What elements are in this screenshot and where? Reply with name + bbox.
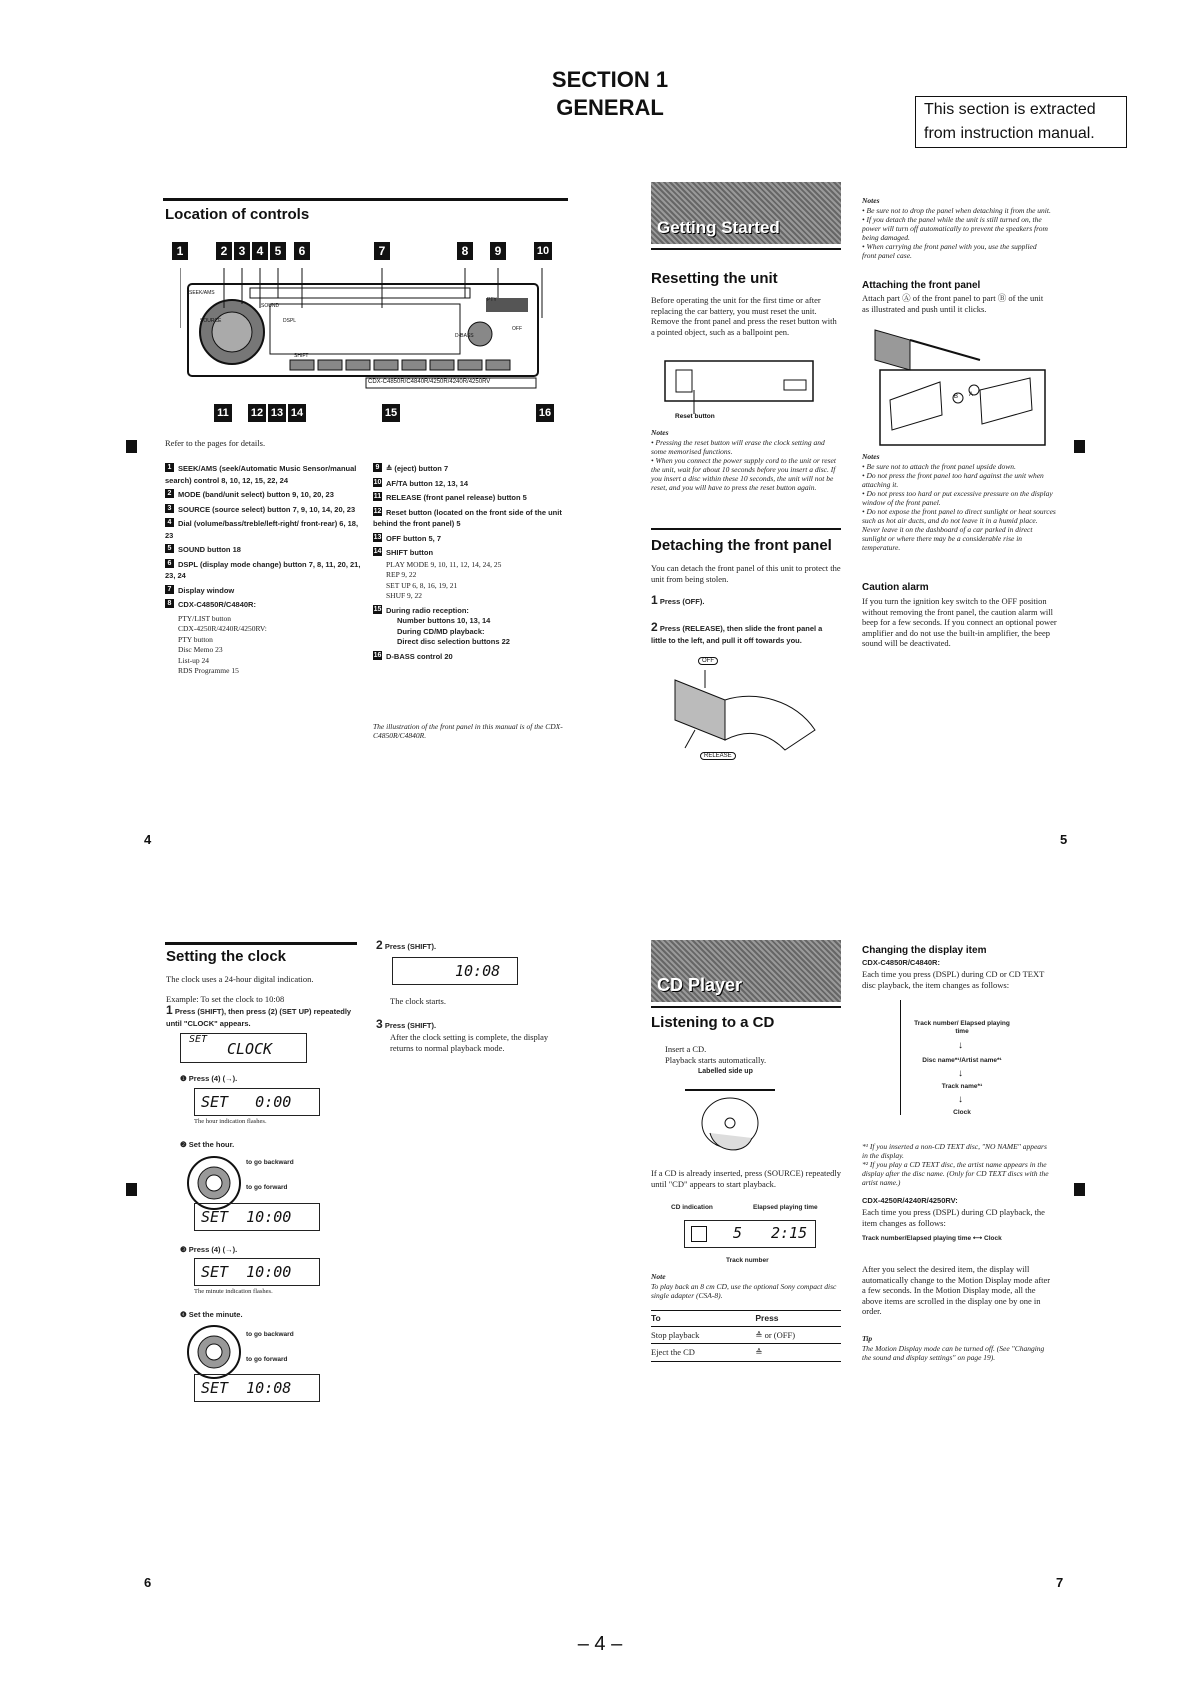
arrow-down-icon: ↓: [958, 1094, 963, 1105]
hour-flash-text: The hour indication flashes.: [194, 1118, 267, 1125]
reset-button-label: Reset button: [675, 413, 715, 420]
control-item: 8 CDX-C4850R/C4840R:: [165, 599, 365, 611]
control-item: 1 SEEK/AMS (seek/Automatic Music Sensor/manual search) control 8, 10, 12, 15, 22, 24: [165, 464, 357, 485]
shift-detail: PLAY MODE 9, 10, 11, 12, 14, 24, 25 REP 9, 22 SET UP 6, 8, 16, 19, 21 SHUF 9, 22: [386, 559, 502, 600]
flow-item: Track number/ Elapsed playing time: [914, 1020, 1010, 1035]
label-off: OFF: [512, 326, 522, 332]
callout: 7: [374, 242, 390, 260]
lcd-text: SET 10:08: [201, 1379, 292, 1397]
cd-indicator-icon: [691, 1226, 707, 1242]
callout: 10: [534, 242, 552, 260]
clock-substep-3: ❸ Press (4) (→).: [180, 1245, 238, 1254]
lcd-text: 10:08: [455, 962, 501, 980]
banner-text: CD Player: [657, 975, 743, 995]
clock-example: Example: To set the clock to 10:08: [166, 994, 285, 1004]
detach-step1: 1 Press (OFF).: [651, 593, 705, 607]
control-item: 10 AF/TA button 12, 13, 14: [373, 478, 469, 488]
arrow-down-icon: ↓: [958, 1068, 963, 1079]
section-rule: [651, 1006, 841, 1008]
reset-illustration: [664, 360, 814, 416]
lcd-display: [392, 957, 518, 985]
clock-step3: 3 Press (SHIFT).: [376, 1017, 437, 1031]
model2-body: Each time you press (DSPL) during CD playback, the item changes as follows:: [862, 1207, 1045, 1228]
control-item: 9 ≙ (eject) button 7: [373, 463, 573, 475]
dial-icon: [186, 1324, 242, 1380]
controls-list-right: [373, 463, 573, 662]
note-label: Note: [651, 1272, 666, 1281]
callout: 5: [270, 242, 286, 260]
section-number: SECTION 1: [551, 67, 669, 92]
label-dspl: DSPL: [283, 318, 297, 324]
off-button-label: OFF: [698, 657, 718, 665]
control-item: 3 SOURCE (source select) button 7, 9, 10, 14, 20, 23: [165, 504, 365, 516]
registration-mark: [1074, 1183, 1085, 1196]
track-number-label: Track number: [726, 1257, 769, 1264]
control-item: 5 SOUND button 18: [165, 544, 365, 556]
label-sound: SOUND: [261, 303, 280, 309]
motion-display-text: After you select the desired item, the display will automatically change to the Motion Display mode after a few seconds. In the Motion Display mode, all the above items are scrolled in the display one by one in order.: [862, 1264, 1051, 1316]
lcd-set: SET: [189, 1034, 208, 1045]
callout: 4: [252, 242, 268, 260]
attach-illustration: [870, 320, 1050, 450]
clock-starts-text: The clock starts.: [390, 996, 446, 1006]
attach-part-a: A: [969, 392, 974, 398]
tip-label: Tip: [862, 1334, 873, 1343]
banner-text: Getting Started: [657, 218, 780, 237]
lcd-display: [194, 1088, 320, 1116]
label-shift: SHIFT: [294, 353, 309, 359]
attach-notes: • Be sure not to attach the front panel upside down. • Do not press the front panel too hard against the unit when attaching it. • Do not press too hard or put excessive pressure on the display window of the front panel. • Do not expose the front panel to direct sunlight or heat sources such as hot air ducts, and do not leave it in a humid place. Never leave it on the dashboard of a car parked in direct sunlight or where there may be a considerable rise in temperature.: [862, 462, 1056, 552]
control-item: 13 OFF button 5, 7: [373, 533, 441, 543]
insert-text: Insert a CD.: [665, 1044, 707, 1054]
refer-text: Refer to the pages for details.: [165, 438, 266, 448]
forward-label: to go forward: [246, 1184, 288, 1191]
detach-step2: 2 Press (RELEASE), then slide the front panel a little to the left, and pull it off towards you.: [651, 620, 823, 645]
control-item: 12 Reset button (located on the front side of the unit behind the front panel) 5: [373, 507, 562, 528]
clock-title: Setting the clock: [166, 948, 287, 965]
attach-title: Attaching the front panel: [862, 280, 981, 291]
operation-table: [651, 1310, 841, 1362]
label-seek: SEEK/AMS: [189, 290, 215, 296]
page-number-7: 7: [1056, 1575, 1064, 1590]
reset-body: Before operating the unit for the first time or after replacing the car battery, you must reset the unit. Remove the front panel and press the reset button with a pointed object, such as a ballpoint pen.: [651, 295, 837, 337]
model-heading: CDX-4250R/4240R/4250RV:: [862, 1196, 958, 1205]
table-row: Eject the CD ≙: [651, 1344, 841, 1362]
model1-body: Each time you press (DSPL) during CD or CD TEXT disc playback, the item changes as follows:: [862, 969, 1045, 990]
label-pty: PTY: [487, 297, 497, 303]
p4-title: Location of controls: [165, 206, 310, 223]
table-header: To: [651, 1313, 661, 1323]
caution-body: If you turn the ignition key switch to the OFF position without removing the front panel, the caution alarm will beep for a few seconds. If you connect an optional power amplifier and do not use the built-in amplifier, the beep sound will be deactivated.: [862, 596, 1057, 648]
clock-intro: The clock uses a 24-hour digital indication.: [166, 974, 314, 984]
label-up-text: Labelled side up: [698, 1068, 753, 1075]
cd-player-banner: [651, 940, 841, 1002]
clock-step3-body: After the clock setting is complete, the display returns to normal playback mode.: [390, 1032, 549, 1053]
detach-body: You can detach the front panel of this unit to protect the unit from being stolen.: [651, 563, 841, 584]
extract-note-box: [915, 96, 1127, 148]
callout: 9: [490, 242, 506, 260]
reset-notes: • Pressing the reset button will erase the clock setting and some memorised functions. • When you connect the power supply cord to the unit or reset the unit, wait for about 10 seconds before you insert a disc. If you insert a disc within these 10 seconds, the unit will not be reset, and you will have to press the reset button again.: [651, 438, 836, 492]
footnote-1: *¹ If you inserted a non-CD TEXT disc, "NO NAME" appears in the display.: [862, 1142, 1047, 1160]
lcd-display: [194, 1258, 320, 1286]
detach-illustration: [665, 660, 825, 760]
footnote-2: *² If you play a CD TEXT disc, the artist name appears in the display after the disc name. (Only for CD TEXT discs with the artist name.): [862, 1160, 1049, 1187]
clock-step2: 2 Press (SHIFT).: [376, 938, 437, 952]
callout: 15: [382, 404, 400, 422]
backward-label: to go backward: [246, 1331, 294, 1338]
lcd-text: SET 10:00: [201, 1208, 292, 1226]
extract-note-line1: This section is extracted: [924, 101, 1096, 118]
lcd-text: SET 10:00: [201, 1263, 292, 1281]
detach-title: Detaching the front panel: [651, 537, 832, 554]
clock-substep-2: ❷ Set the hour.: [180, 1140, 235, 1149]
item15-detail: Number buttons 10, 13, 14 During CD/MD playback: Direct disc selection buttons 22: [397, 616, 510, 646]
lcd-track: 5: [733, 1224, 743, 1242]
already-inserted-text: If a CD is already inserted, press (SOURCE) repeatedly until "CD" appears to start playback.: [651, 1168, 842, 1189]
lcd-display: [180, 1033, 307, 1063]
item8-detail: PTY/LIST button CDX-4250R/4240R/4250RV: PTY button Disc Memo 23 List-up 24 RDS Programme 15: [178, 613, 267, 675]
callout: 14: [288, 404, 306, 422]
extract-note-line2: from instruction manual.: [924, 125, 1095, 142]
controls-list-left: [165, 463, 365, 677]
lcd-display: [194, 1203, 320, 1231]
caution-title: Caution alarm: [862, 582, 929, 593]
cd-lcd-display: [684, 1220, 816, 1248]
control-item: 11 RELEASE (front panel release) button 5: [373, 493, 527, 502]
control-item: 14 SHIFT button: [373, 548, 434, 557]
getting-started-banner: [651, 182, 841, 244]
control-item: 6 DSPL (display mode change) button 7, 8, 11, 20, 21, 23, 24: [165, 559, 361, 580]
registration-mark: [1074, 440, 1085, 453]
cd-indication-label: CD indication: [671, 1204, 713, 1211]
section-rule: [163, 198, 568, 201]
callouts-top: [172, 242, 552, 262]
p4-footnote: The illustration of the front panel in this manual is of the CDX-C4850R/C4840R.: [373, 722, 563, 740]
table-header: Press: [755, 1313, 779, 1323]
lcd-time: 2:15: [771, 1224, 808, 1242]
lcd-display: [194, 1374, 320, 1402]
section-rule: [651, 248, 841, 250]
control-item: 16 D-BASS control 20: [373, 651, 453, 661]
page-number-4: 4: [144, 832, 152, 847]
flow-item: Track name*¹: [941, 1083, 983, 1090]
section-rule: [651, 528, 841, 530]
clock-step1: 1 Press (SHIFT), then press (2) (SET UP) repeatedly until "CLOCK" appears.: [166, 1003, 352, 1028]
callout: 6: [294, 242, 310, 260]
flow-item: Clock: [953, 1109, 971, 1116]
min-flash-text: The minute indication flashes.: [194, 1288, 273, 1295]
callout: 3: [234, 242, 250, 260]
model-strip: CDX-C4850R/C4840R/4250R/4240R/4250RV: [368, 379, 491, 385]
callout: 8: [457, 242, 473, 260]
clock-substep-1: ❶ Press (4) (→).: [180, 1074, 238, 1083]
flow-item: Disc name*¹/Artist name*¹: [922, 1057, 1002, 1064]
page-number-6: 6: [144, 1575, 152, 1590]
control-item: 15 During radio reception:: [373, 605, 469, 615]
clock-substep-4: ❹ Set the minute.: [180, 1310, 243, 1319]
attach-body: Attach part Ⓐ of the front panel to part Ⓑ of the unit as illustrated and push until it clicks.: [862, 293, 1044, 314]
callout: 1: [172, 242, 188, 260]
control-item: 4 Dial (volume/bass/treble/left-right/ front-rear) 6, 18, 23: [165, 519, 359, 540]
label-source: SOURCE: [200, 318, 222, 324]
control-item: 2 MODE (band/unit select) button 9, 10, 20, 23: [165, 489, 365, 501]
page-number-5: 5: [1060, 832, 1068, 847]
cd-insert-illustration: [680, 1078, 780, 1158]
callout: 12: [248, 404, 266, 422]
detach-notes: • Be sure not to drop the panel when detaching it from the unit. • If you detach the panel while the unit is still turned on, the power will turn off automatically to prevent the speakers from being damaged. • When carrying the front panel with you, use the supplied front panel case.: [862, 206, 1051, 260]
label-dbass: D-BASS: [455, 333, 474, 339]
lcd-text: CLOCK: [227, 1040, 273, 1058]
auto-text: Playback starts automatically.: [665, 1055, 767, 1065]
model2-flow: Track number/Elapsed playing time ⟷ Clock: [862, 1235, 1002, 1242]
callout: 16: [536, 404, 554, 422]
section-title: GENERAL: [556, 95, 664, 120]
lcd-text: SET 0:00: [201, 1093, 292, 1111]
registration-mark: [126, 440, 137, 453]
arrow-down-icon: ↓: [958, 1040, 963, 1051]
notes-label: Notes: [862, 196, 880, 205]
forward-label: to go forward: [246, 1356, 288, 1363]
elapsed-label: Elapsed playing time: [753, 1204, 818, 1211]
reset-title: Resetting the unit: [651, 270, 778, 287]
notes-label: Notes: [862, 452, 880, 461]
release-button-label: RELEASE: [700, 752, 736, 760]
footer-page-number: – 4 –: [577, 1633, 623, 1655]
tip-text: The Motion Display mode can be turned off. (See "Changing the sound and display settings" on page 19).: [862, 1344, 1045, 1362]
section-rule: [165, 942, 357, 945]
backward-label: to go backward: [246, 1159, 294, 1166]
registration-mark: [126, 1183, 137, 1196]
table-row: Stop playback ≙ or (OFF): [651, 1326, 841, 1344]
attach-part-b: B: [954, 394, 959, 400]
model-heading: CDX-C4850R/C4840R:: [862, 958, 940, 967]
note-text: To play back an 8 cm CD, use the optional Sony compact disc single adapter (CSA-8).: [651, 1282, 837, 1300]
unit-front-panel-illustration: [180, 268, 552, 398]
callout: 13: [268, 404, 286, 422]
change-display-title: Changing the display item: [862, 945, 987, 956]
listen-title: Listening to a CD: [651, 1014, 775, 1031]
callout: 2: [216, 242, 232, 260]
callout: 11: [214, 404, 232, 422]
notes-label: Notes: [651, 428, 669, 437]
control-item: 7 Display window: [165, 585, 365, 597]
